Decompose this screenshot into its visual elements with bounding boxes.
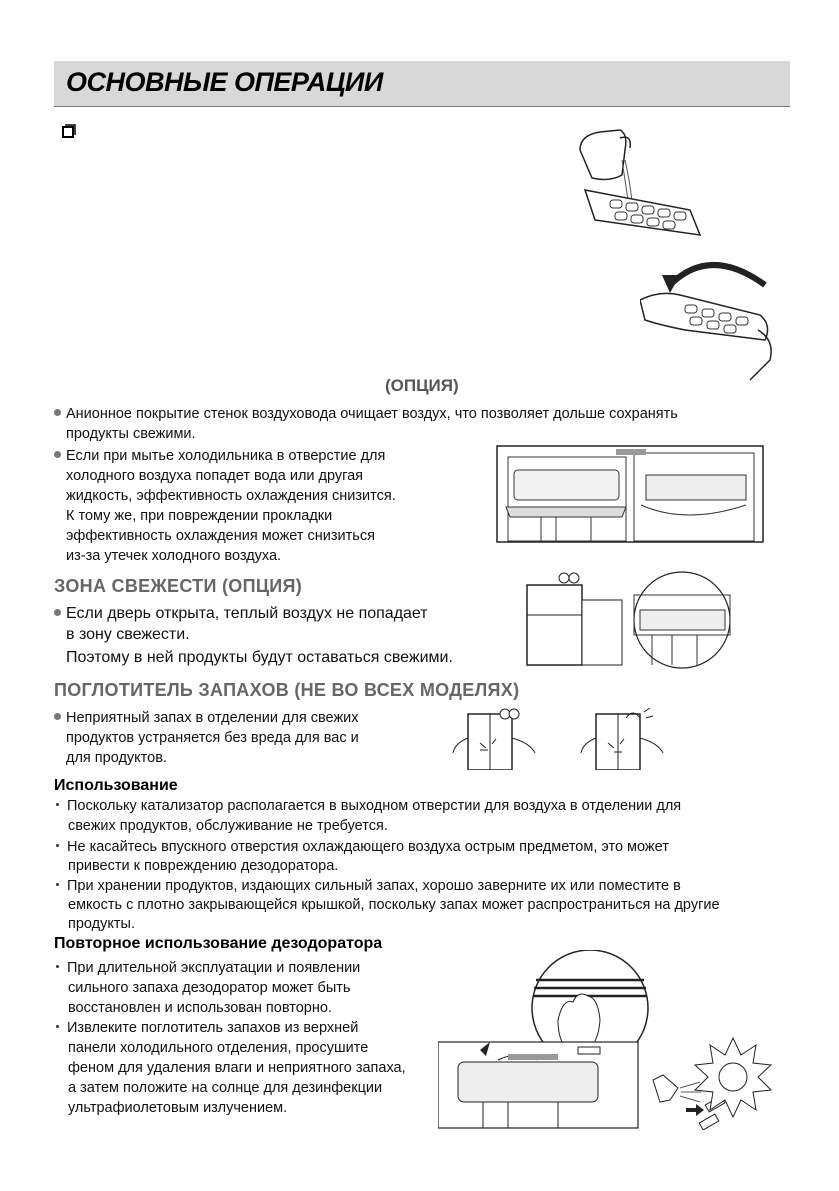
ice-tray-twist-illustration: [640, 245, 780, 385]
bullet-dot-icon: [56, 965, 59, 968]
usage-item-2: Не касайтесь впускного отверстия охлаждающего воздуха острым предметом, это может: [54, 838, 669, 858]
bullet-dot-icon: [56, 803, 59, 806]
checkbox-icon: [62, 124, 76, 138]
page-title: ОСНОВНЫЕ ОПЕРАЦИИ: [66, 67, 383, 97]
bullet-dot-icon: [56, 883, 59, 886]
bullet-dot-icon: [54, 409, 61, 416]
odor-fridge-character-left-illustration: [450, 708, 540, 770]
odor-fridge-character-right-illustration: [578, 708, 668, 770]
bullet-dot-icon: [56, 844, 59, 847]
bullet-dot-icon: [56, 1025, 59, 1028]
fresh-zone-fridge-illustration: [522, 570, 772, 670]
reuse-item-1: При длительной эксплуатации и появлении: [54, 959, 360, 979]
usage-heading: Использование: [54, 777, 178, 794]
bullet-dot-icon: [54, 713, 61, 720]
usage-item-3: При хранении продуктов, издающих сильный запах, хорошо заверните их или поместите в: [54, 877, 681, 897]
anion-heading: (ОПЦИЯ): [385, 376, 459, 395]
fresh-zone-heading: ЗОНА СВЕЖЕСТИ (ОПЦИЯ): [54, 576, 303, 596]
odor-bullet: Неприятный запах в отделении для свежих: [54, 709, 359, 729]
deodorizer-removal-illustration: [438, 950, 778, 1130]
anion-bullet-2: Если при мытье холодильника в отверстие для: [54, 447, 385, 467]
odor-heading: ПОГЛОТИТЕЛЬ ЗАПАХОВ (НЕ ВО ВСЕХ МОДЕЛЯХ): [54, 680, 520, 700]
usage-item-1: Поскольку катализатор располагается в выходном отверстии для воздуха в отделении для: [54, 797, 681, 817]
reuse-heading: Повторное использование дезодоратора: [54, 935, 383, 952]
reuse-item-2: Извлеките поглотитель запахов из верхней: [54, 1019, 358, 1039]
fresh-zone-line-1: Если дверь открыта, теплый воздух не попадает: [54, 604, 428, 624]
bullet-dot-icon: [54, 451, 61, 458]
bullet-dot-icon: [54, 609, 61, 616]
header-bar: [54, 61, 790, 107]
fridge-interior-illustration: [496, 445, 764, 543]
ice-tray-fill-illustration: [570, 120, 710, 250]
anion-bullet-1: Анионное покрытие стенок воздуховода очищает воздух, что позволяет дольше сохранять: [54, 405, 678, 425]
